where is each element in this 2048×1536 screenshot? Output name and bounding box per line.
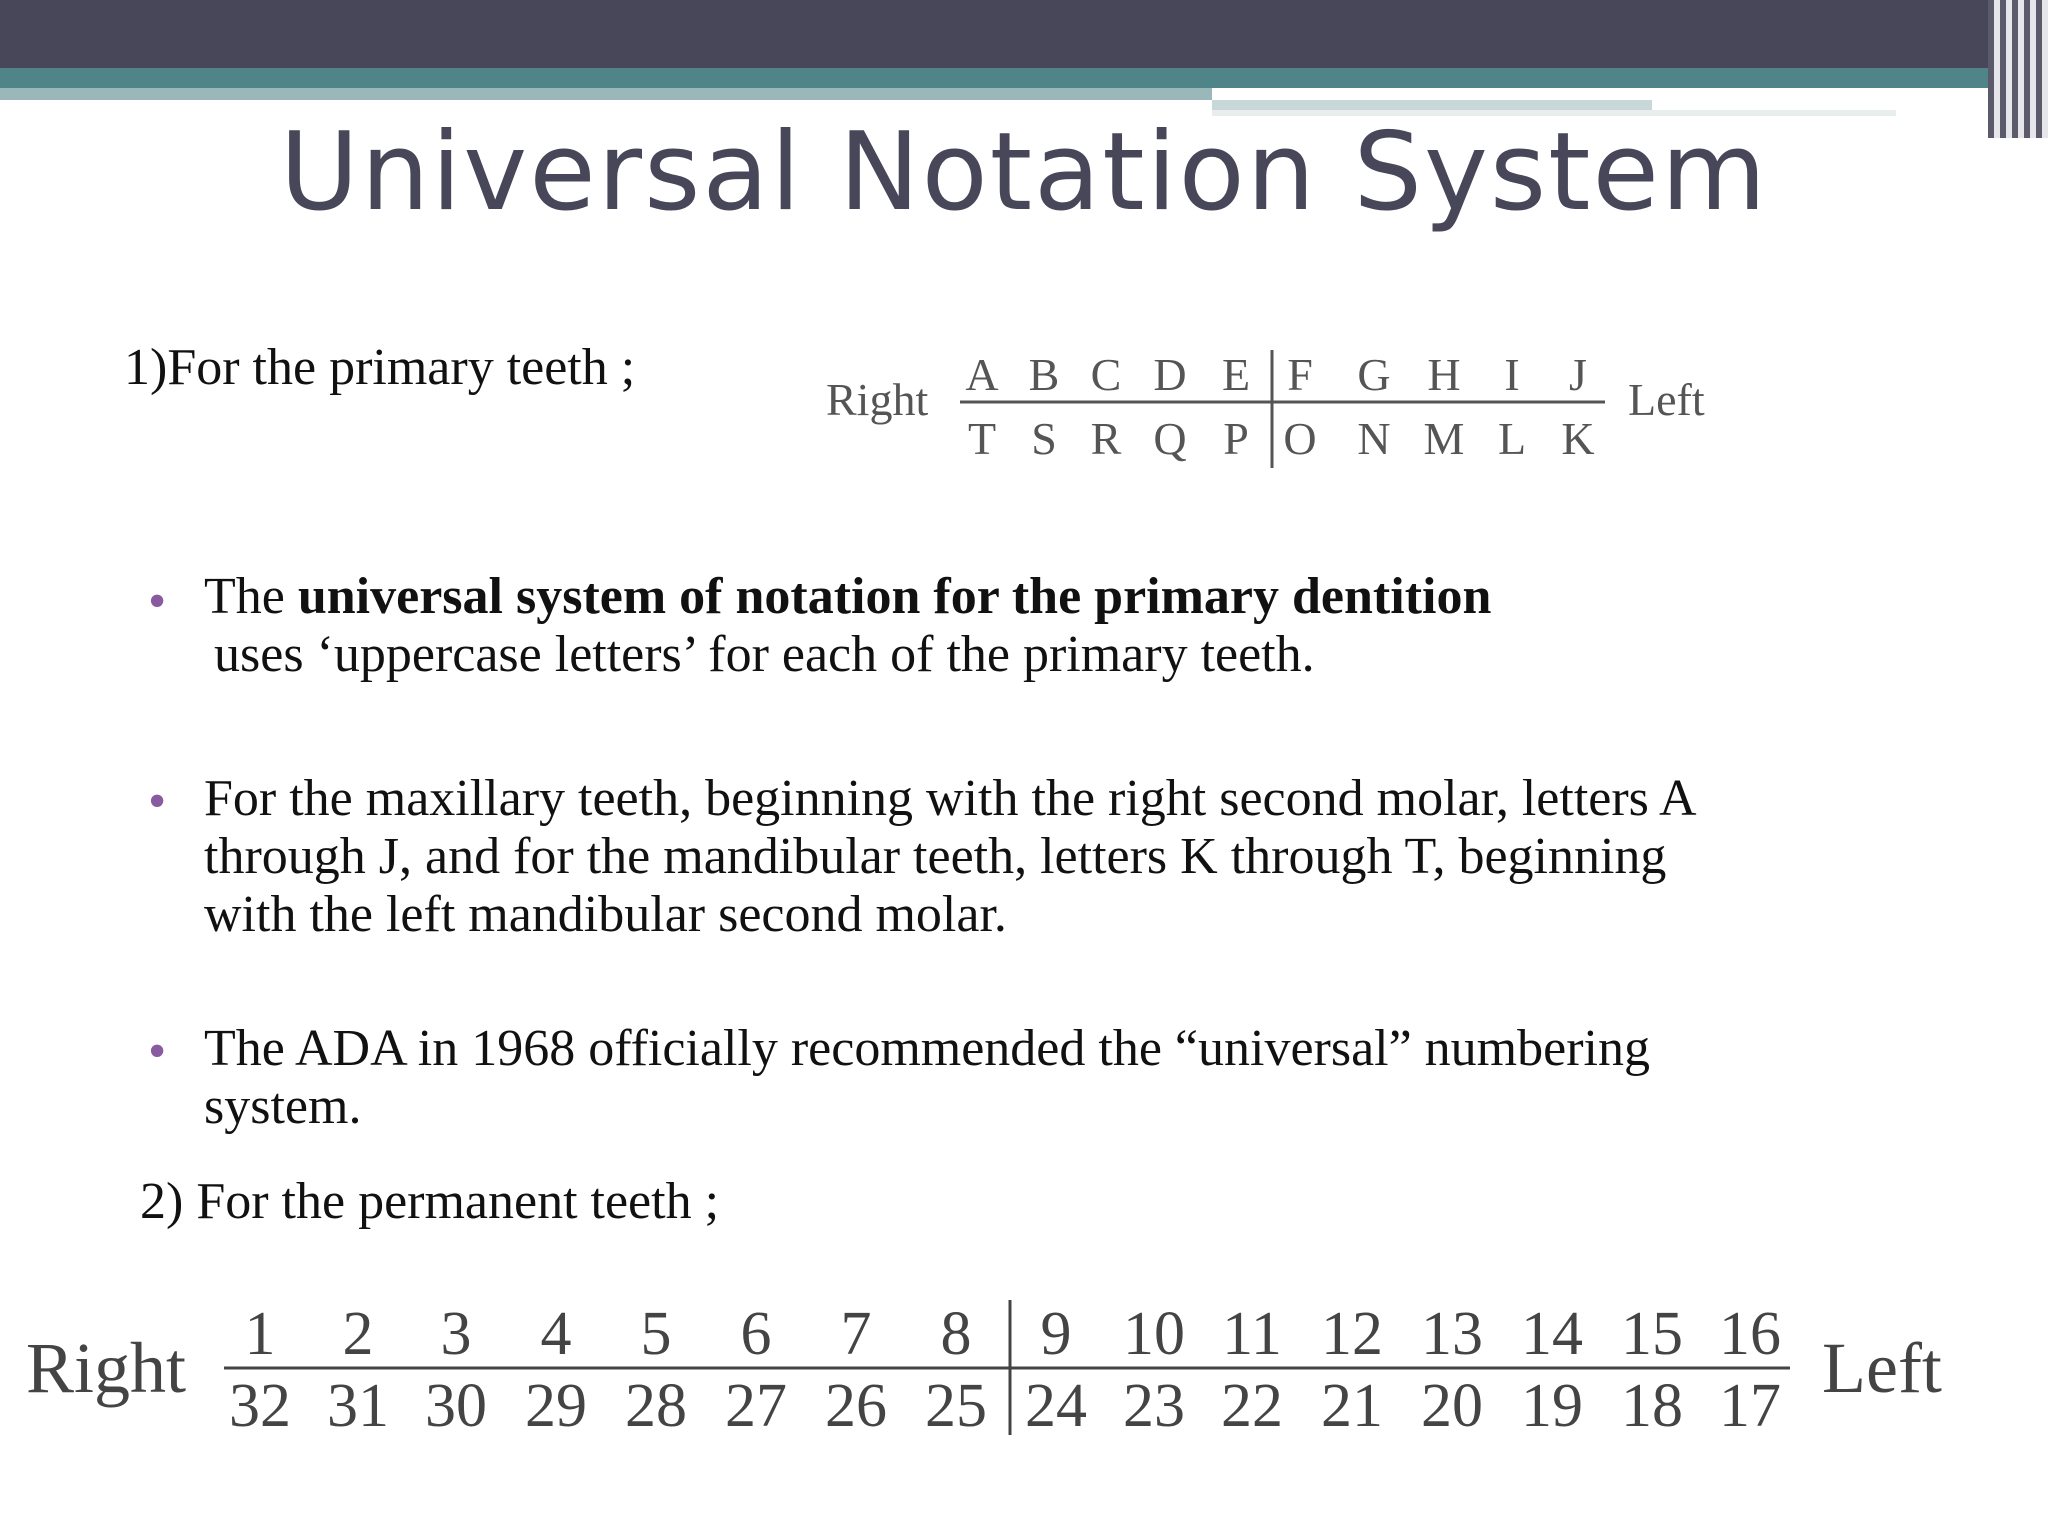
- primary-lower-tooth-M: M: [1423, 413, 1465, 464]
- permanent-lower-tooth-26: 26: [825, 1372, 887, 1440]
- bullet1-text-pre: The: [204, 568, 298, 625]
- permanent-upper-tooth-4: 4: [540, 1300, 572, 1368]
- bullet-dot-2: •: [148, 773, 167, 830]
- permanent-upper-tooth-9: 9: [1040, 1300, 1072, 1368]
- bullet2-line-1: For the maxillary teeth, beginning with the right second molar, letters A: [204, 770, 1697, 827]
- primary-lower-tooth-R: R: [1090, 413, 1122, 464]
- header-dark-bar: [0, 0, 2048, 68]
- permanent-lower-tooth-22: 22: [1221, 1372, 1283, 1440]
- permanent-upper-tooth-13: 13: [1421, 1300, 1483, 1368]
- slide-title: Universal Notation System: [279, 110, 1769, 235]
- primary-upper-tooth-F: F: [1287, 349, 1313, 400]
- primary-lower-tooth-O: O: [1283, 413, 1317, 464]
- permanent-lower-tooth-32: 32: [229, 1372, 291, 1440]
- permanent-lower-tooth-19: 19: [1521, 1372, 1583, 1440]
- permanent-upper-tooth-3: 3: [440, 1300, 472, 1368]
- bullet-paragraph-1: [204, 568, 1944, 684]
- permanent-teeth-chart: [0, 1290, 2000, 1450]
- primary-lower-tooth-L: L: [1497, 413, 1527, 464]
- bullet-dot-1: •: [148, 573, 167, 630]
- primary-lower-tooth-Q: Q: [1153, 413, 1187, 464]
- permanent-upper-tooth-15: 15: [1621, 1300, 1683, 1368]
- permanent-lower-tooth-18: 18: [1621, 1372, 1683, 1440]
- permanent-upper-tooth-6: 6: [740, 1300, 772, 1368]
- primary-teeth-chart: [810, 340, 1730, 480]
- bullet2-line-3: with the left mandibular second molar.: [204, 886, 1007, 943]
- bullet1-text-bold: universal system of notation for the primary dentition: [297, 568, 1492, 625]
- permanent-upper-tooth-5: 5: [640, 1300, 672, 1368]
- primary-lower-tooth-P: P: [1223, 413, 1249, 464]
- permanent-lower-tooth-24: 24: [1025, 1372, 1087, 1440]
- primary-left-label: Left: [1628, 374, 1705, 425]
- primary-teeth-label: 1)For the primary teeth ;: [124, 339, 636, 396]
- primary-upper-tooth-D: D: [1153, 349, 1187, 400]
- permanent-lower-tooth-20: 20: [1421, 1372, 1483, 1440]
- bullet-paragraph-2: [204, 770, 1944, 944]
- permanent-upper-tooth-12: 12: [1321, 1300, 1383, 1368]
- primary-upper-tooth-H: H: [1427, 349, 1461, 400]
- primary-upper-tooth-I: I: [1504, 349, 1520, 400]
- bullet-dot-3: •: [148, 1023, 167, 1080]
- primary-upper-tooth-C: C: [1090, 349, 1122, 400]
- bullet3-line-1: The ADA in 1968 officially recommended the “universal” numbering: [204, 1020, 1650, 1077]
- primary-lower-tooth-K: K: [1561, 413, 1595, 464]
- bullet-paragraph-3: [204, 1020, 1944, 1136]
- permanent-upper-tooth-10: 10: [1123, 1300, 1185, 1368]
- permanent-lower-tooth-30: 30: [425, 1372, 487, 1440]
- permanent-upper-tooth-11: 11: [1222, 1300, 1282, 1368]
- permanent-upper-tooth-7: 7: [840, 1300, 872, 1368]
- primary-lower-tooth-N: N: [1357, 413, 1391, 464]
- primary-upper-tooth-J: J: [1569, 349, 1587, 400]
- permanent-left-label: Left: [1822, 1328, 1942, 1408]
- permanent-lower-tooth-31: 31: [327, 1372, 389, 1440]
- primary-right-label: Right: [826, 374, 929, 425]
- permanent-lower-tooth-21: 21: [1321, 1372, 1383, 1440]
- primary-lower-tooth-T: T: [967, 413, 997, 464]
- primary-upper-tooth-E: E: [1221, 349, 1251, 400]
- header-light-bar: [0, 88, 1212, 100]
- bullet3-line-2: system.: [204, 1078, 362, 1135]
- permanent-lower-tooth-29: 29: [525, 1372, 587, 1440]
- permanent-right-label: Right: [26, 1328, 187, 1408]
- permanent-upper-tooth-16: 16: [1719, 1300, 1781, 1368]
- permanent-upper-tooth-8: 8: [940, 1300, 972, 1368]
- permanent-lower-tooth-27: 27: [725, 1372, 787, 1440]
- permanent-lower-tooth-25: 25: [925, 1372, 987, 1440]
- permanent-upper-tooth-14: 14: [1521, 1300, 1583, 1368]
- primary-upper-tooth-B: B: [1028, 349, 1060, 400]
- permanent-lower-tooth-17: 17: [1719, 1372, 1781, 1440]
- permanent-upper-tooth-2: 2: [342, 1300, 374, 1368]
- bullet2-line-2: through J, and for the mandibular teeth, letters K through T, beginning: [204, 828, 1667, 885]
- permanent-teeth-label: 2) For the permanent teeth ;: [140, 1173, 720, 1230]
- primary-lower-tooth-S: S: [1031, 413, 1057, 464]
- bullet1-text-post: uses ‘uppercase letters’ for each of the primary teeth.: [214, 626, 1315, 683]
- header-teal-bar: [0, 68, 2048, 88]
- primary-upper-tooth-A: A: [965, 349, 999, 400]
- permanent-lower-tooth-28: 28: [625, 1372, 687, 1440]
- permanent-lower-tooth-23: 23: [1123, 1372, 1185, 1440]
- primary-upper-tooth-G: G: [1357, 349, 1391, 400]
- permanent-upper-tooth-1: 1: [244, 1300, 276, 1368]
